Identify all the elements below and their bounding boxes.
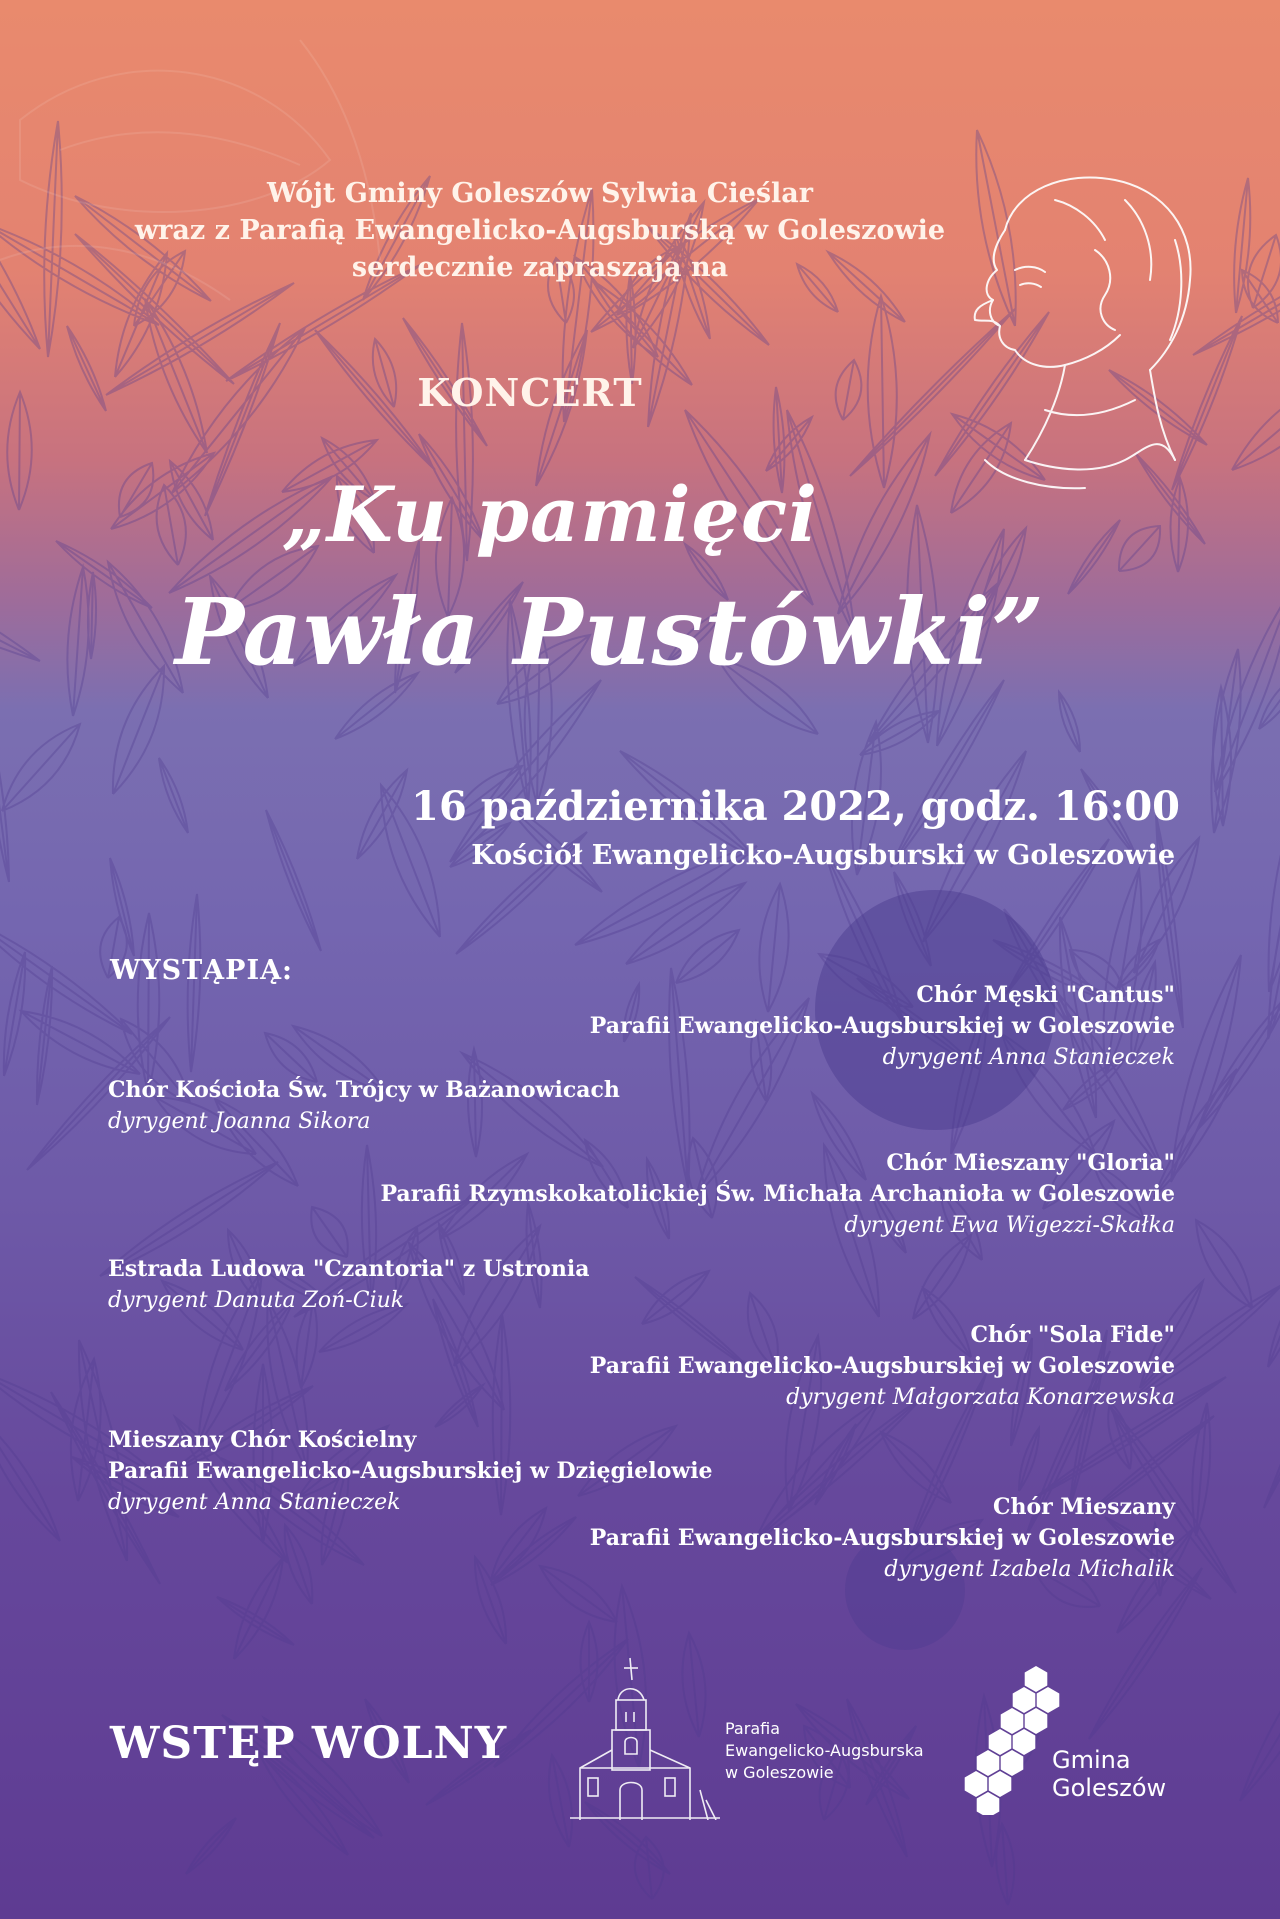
gmina-line-2: Goleszów xyxy=(1052,1774,1167,1802)
gmina-logo-text xyxy=(1052,1746,1202,1802)
performer-conductor: dyrygent Izabela Michalik xyxy=(884,1557,1175,1582)
performer-parish: Parafii Rzymskokatolickiej Św. Michała Archanioła w Goleszowie xyxy=(380,1181,1175,1207)
performer-name: Chór "Sola Fide" xyxy=(970,1322,1175,1348)
performer-conductor: dyrygent Małgorzata Konarzewska xyxy=(786,1385,1175,1410)
performer-conductor: dyrygent Anna Stanieczek xyxy=(882,1045,1175,1070)
invitation-block xyxy=(60,175,1020,286)
invitation-line-1: Wójt Gminy Goleszów Sylwia Cieślar xyxy=(267,178,813,209)
performer-conductor: dyrygent Danuta Zoń-Ciuk xyxy=(108,1288,405,1313)
parafia-line-1: Parafia xyxy=(725,1719,780,1738)
invitation-line-3: serdecznie zapraszają na xyxy=(351,252,729,283)
performer-chor-mieszany xyxy=(560,1492,1175,1585)
performer-name: Chór Mieszany "Gloria" xyxy=(886,1150,1175,1176)
performer-parish: Parafii Ewangelicko-Augsburskiej w Goleszowie xyxy=(589,1013,1175,1039)
performer-cantus xyxy=(560,980,1175,1073)
performer-name: Estrada Ludowa "Czantoria" z Ustronia xyxy=(108,1256,590,1282)
invitation-line-2: wraz z Parafią Ewangelicko-Augsburską w Goleszowie xyxy=(134,215,946,246)
event-datetime: 16 października 2022, godz. 16:00 xyxy=(411,783,1180,830)
church-logo-icon xyxy=(570,1650,720,1820)
performer-czantoria xyxy=(108,1254,708,1316)
performer-parish: Parafii Ewangelicko-Augsburskiej w Dzięgielowie xyxy=(108,1458,713,1484)
performers-heading: WYSTĄPIĄ: xyxy=(110,955,293,986)
concert-title-line-1: „Ku pamięci xyxy=(282,470,818,559)
parafia-line-3: w Goleszowie xyxy=(725,1763,834,1782)
admission-label: WSTĘP WOLNY xyxy=(110,1718,508,1769)
performer-name: Chór Męski "Cantus" xyxy=(916,982,1175,1008)
gmina-line-1: Gmina xyxy=(1052,1746,1131,1774)
performer-name: Chór Mieszany xyxy=(992,1494,1175,1520)
event-venue: Kościół Ewangelicko-Augsburski w Goleszowie xyxy=(471,840,1175,871)
performer-parish: Parafii Ewangelicko-Augsburskiej w Goleszowie xyxy=(589,1353,1175,1379)
performer-sola-fide xyxy=(560,1320,1175,1413)
performer-conductor: dyrygent Ewa Wigezzi-Skałka xyxy=(844,1213,1175,1238)
performer-parish: Parafii Ewangelicko-Augsburskiej w Goleszowie xyxy=(589,1525,1175,1551)
performer-name: Mieszany Chór Kościelny xyxy=(108,1427,417,1453)
event-type-label: KONCERT xyxy=(417,370,643,415)
parafia-line-2: Ewangelicko-Augsburska xyxy=(725,1741,924,1760)
performer-name: Chór Kościoła Św. Trójcy w Bażanowicach xyxy=(108,1077,620,1103)
performer-conductor: dyrygent Anna Stanieczek xyxy=(108,1490,401,1515)
performer-gloria xyxy=(380,1148,1175,1241)
performer-conductor: dyrygent Joanna Sikora xyxy=(108,1109,371,1134)
performer-bazanowice xyxy=(108,1075,708,1137)
concert-title-line-2: Pawła Pustówki” xyxy=(174,578,1046,686)
parafia-logo-text xyxy=(725,1718,925,1784)
